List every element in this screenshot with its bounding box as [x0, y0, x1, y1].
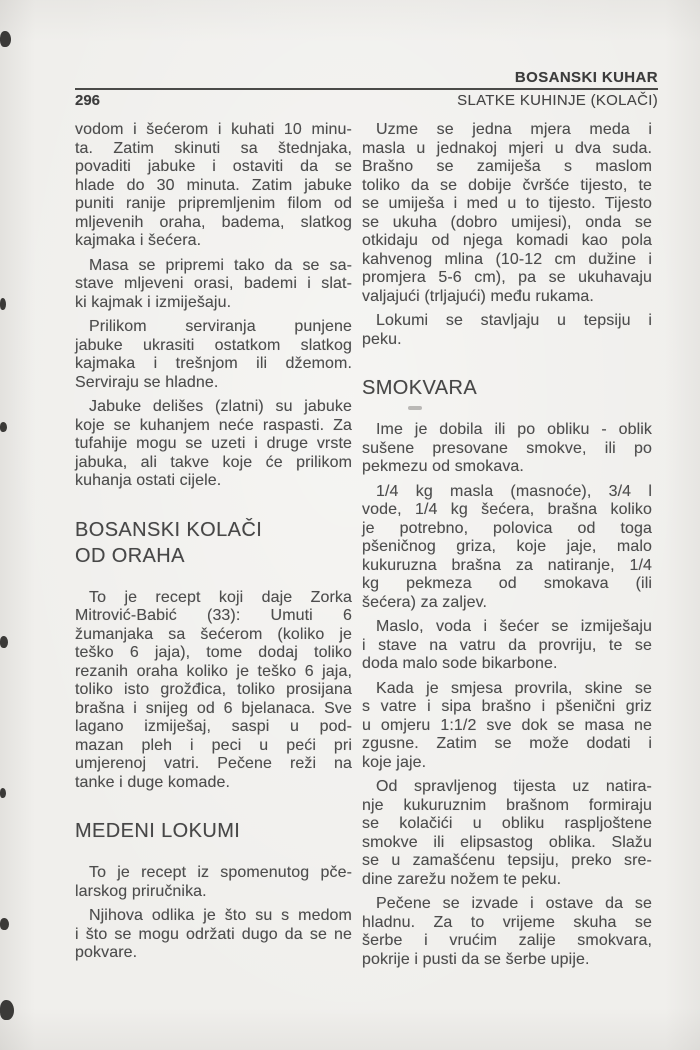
text-line: koje jaje. [362, 753, 427, 771]
text-line: se kolačići u obliku raspljoštene [362, 815, 652, 832]
text-line: kuhanja ostati cijele. [75, 472, 222, 489]
text-line: koje se kuhanjem neće raspasti. Za [75, 416, 352, 434]
chapter-title: SLATKE KUHINJE (KOLAČI) [457, 92, 658, 109]
text-line: brašna i snijeg od 6 bjelanaca. Sve [75, 699, 352, 717]
text-line: To je recept iz spomenutog pče- [89, 864, 352, 881]
paragraph [362, 618, 652, 674]
section-heading [75, 818, 352, 844]
text-line: mljevenih oraha, badema, slatkog [75, 213, 352, 231]
text-line: kukuruzna brašna za natiranje, 1/4 [362, 556, 652, 574]
paragraph [362, 121, 652, 306]
text-line: Brašno se zamiješa s maslom [362, 158, 652, 175]
text-line: MEDENI LOKUMI [75, 820, 241, 842]
text-line: pšeničnog griza, koje jaje, malo [362, 538, 652, 555]
text-line: BOSANSKI KOLAČI [75, 518, 263, 541]
paragraph [75, 257, 352, 313]
paragraph [75, 907, 352, 963]
text-line: jabuka, ali takve koje će prilikom [75, 453, 352, 471]
text-line: pekmezu od smokava. [362, 458, 524, 475]
page-number: 296 [75, 92, 101, 109]
text-line: hlade do 30 minuta. Zatim jabuke [75, 176, 352, 194]
scan-artifact [0, 1000, 14, 1020]
paragraph [75, 318, 352, 392]
text-line: zgusne. Zatim se može dodati i [362, 735, 652, 752]
text-line: s vatre i sipa brašno i pšenični griz [362, 698, 652, 715]
text-line: SMOKVARA [362, 377, 478, 399]
scan-artifact [0, 422, 7, 432]
text-line: sušene presovane smokve, ili po [362, 439, 652, 457]
header-rule [75, 88, 658, 90]
paragraph [75, 589, 352, 793]
scan-artifact [0, 31, 11, 47]
text-line: i što se mogu održati dugo da se ne [75, 925, 352, 943]
paragraph [75, 398, 352, 491]
text-line: larskog priručnika. [75, 882, 207, 900]
text-line: se u zamašćenu tepsiju, preko sre- [362, 852, 652, 869]
text-line: Maslo, voda i šećer se izmiješaju [376, 618, 652, 635]
text-line: smokve ili elipsastog oblika. Slažu [362, 833, 652, 851]
text-line: valjajući (trljajući) među rukama. [362, 287, 594, 305]
text-line: kajmaka i trešnjom ili džemom. [75, 355, 352, 372]
paragraph [362, 483, 652, 613]
text-line: Kada je smjesa provrila, skine se [376, 679, 652, 697]
scan-artifact [408, 406, 422, 410]
text-line: stave mljeveni orasi, bademi i slat- [75, 275, 352, 292]
text-line: rezanih oraha koliko je teško 6 jaja, [75, 662, 352, 680]
scan-artifact [0, 788, 6, 798]
left-column [75, 121, 352, 969]
text-line: toliko da se dobije čvršće tijesto, te [362, 176, 652, 194]
paragraph [75, 864, 352, 901]
text-line: umjerenoj vatri. Pečene reži na [75, 755, 352, 772]
text-line: vodom i šećerom i kuhati 10 minu- [75, 121, 352, 138]
text-line: Uzme se jedna mjera meda i [376, 121, 652, 138]
text-line: puniti ranije pripremljenim filom od [75, 195, 352, 212]
text-line: kahvenog mlina (10-12 cm dužine i [362, 250, 652, 268]
text-line: povaditi jabuke i ostaviti da se [75, 158, 352, 175]
section-heading [362, 375, 652, 401]
text-line: 1/4 kg masla (masnoće), 3/4 l [376, 482, 652, 500]
text-line: Ime je dobila ili po obliku - oblik [376, 421, 652, 438]
text-line: masla u jednakoj mjeri u dva suda. [362, 139, 652, 157]
text-line: Od spravljenog tijesta uz natira- [376, 778, 652, 795]
scan-artifact [0, 298, 6, 310]
text-line: pokrije i pusti da se šerbe upije. [362, 950, 590, 968]
text-line: ki kajmak i izmiješaju. [75, 293, 232, 311]
paragraph [362, 421, 652, 477]
text-line: jabuke ukrasiti ostatkom slatkog [75, 336, 352, 354]
text-line: kajmaka i šećera. [75, 232, 202, 249]
text-line: nje kukuruznim brašnom formiraju [362, 796, 652, 814]
text-line: OD ORAHA [75, 544, 185, 567]
paragraph [362, 680, 652, 773]
text-line: dine zarežu nožem te peku. [362, 870, 562, 888]
text-line: pokvare. [75, 944, 138, 961]
text-line: u omjeru 1:1/2 sve dok se masa ne [362, 716, 652, 734]
text-line: Lokumi se stavljaju u tepsiju i [376, 312, 652, 329]
text-line: Pečene se izvade i ostave da se [376, 895, 652, 912]
right-column [362, 121, 652, 975]
text-line: lagano izmiješaj, saspi u pod- [75, 718, 352, 735]
text-line: tanke i duge komade. [75, 773, 230, 791]
text-line: tufahije mogu se uzeti i druge vrste [75, 435, 352, 452]
text-line: Njihova odlika je što su s medom [89, 907, 352, 924]
text-line: peku. [362, 330, 402, 348]
scan-artifact [0, 636, 8, 648]
text-line: Jabuke delišes (zlatni) su jabuke [89, 398, 352, 415]
page-header [75, 92, 658, 109]
text-line: To je recept koji daje Zorka [89, 588, 352, 606]
text-line: otkidaju od njega komadi kao pola [362, 232, 652, 249]
text-line: ta. Zatim skinuti sa štednjaka, [75, 139, 352, 157]
text-line: vode, 1/4 kg šećera, brašna koliko [362, 501, 652, 518]
book-title: BOSANSKI KUHAR [514, 69, 658, 86]
text-line: mazan pleh i peci u peći pri [75, 736, 352, 754]
text-line: promjera 5-6 cm), pa se ukuhavaju [362, 269, 652, 286]
text-line: se ukuha (dobro umijesi), onda se [362, 213, 652, 231]
paragraph [362, 778, 652, 889]
text-line: Serviraju se hladne. [75, 373, 219, 391]
text-line: doda malo sode bikarbone. [362, 655, 558, 672]
text-line: je potrebno, polovica od toga [362, 519, 652, 537]
text-line: Prilikom serviranja punjene [89, 318, 352, 335]
text-line: žumanjaka sa šećerom (koliko je [75, 625, 352, 643]
scan-artifact [0, 918, 9, 930]
text-line: hladnu. Za to vrijeme skuha se [362, 913, 652, 931]
text-line: se umiješa i med u to tijesto. Tijesto [362, 195, 652, 212]
paragraph [362, 895, 652, 969]
text-line: kg pekmeza od smokava (ili [362, 575, 652, 592]
paragraph [362, 312, 652, 349]
text-line: šerbe i vrućim zalije smokvara, [362, 932, 652, 949]
text-line: Mitrović-Babić (33): Umuti 6 [75, 607, 352, 624]
paragraph [75, 121, 352, 251]
text-line: Masa se pripremi tako da se sa- [89, 256, 352, 274]
text-line: teško 6 jaja), tome dodaj toliko [75, 644, 352, 661]
text-line: šećera) za zaljev. [362, 593, 488, 611]
text-line: toliko isto grožđica, toliko prosijana [75, 681, 352, 698]
text-line: i stave na vatru da provriju, te se [362, 636, 652, 654]
section-heading [75, 517, 352, 569]
